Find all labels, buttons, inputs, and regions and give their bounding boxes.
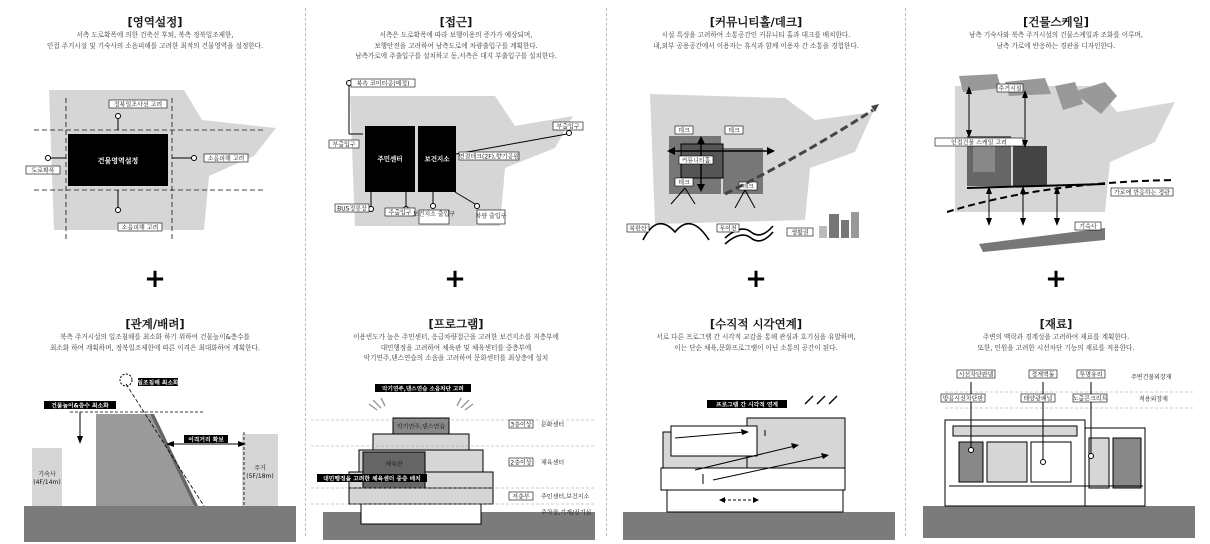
panel-relation [4, 0, 306, 544]
dorm-label: 기숙사 [38, 471, 56, 478]
south-noise-label: 소음피해 고려 [121, 224, 159, 232]
material-label-1: 시선차단판넬 [958, 371, 994, 379]
community-center-label: 주민센터 [377, 155, 403, 163]
panel-title: [건물스케일] [1022, 15, 1090, 29]
panel-description: 서로 다른 프로그램 간 시각적 교감을 통해 관심과 호기심을 유발하며, 이는 단순 체육,문화프로그램이 아닌 소통의 공간이 된다. [656, 333, 856, 352]
vehicle-entrance-label: 차량 출입구 [475, 213, 507, 220]
sports-center-label: 체육센터 [541, 459, 565, 467]
top-floor-label: 악기연주,댄스연습 [396, 423, 446, 431]
panel-title: [재료] [1039, 317, 1073, 331]
east-entrance-label: 부출입구 [556, 123, 580, 131]
gym-label: 체육관 [385, 461, 403, 468]
material-label-3: 투명유리 [1079, 371, 1103, 379]
north-sunlight-label: 정북일조사선 고려 [113, 101, 163, 109]
panel-program [305, 0, 607, 544]
panel-title: [접근] [439, 15, 473, 29]
stream-label: 우이천 [719, 225, 737, 233]
panel-description: 주변의 맥락과 경계성을 고려하여 재료를 계획한다. 또한, 민원을 고려한 시선차단 기능의 재료를 적용한다. [977, 333, 1135, 352]
living-zone-label: 생활권 [791, 229, 809, 237]
west-entrance-label: 부출입구 [332, 141, 356, 149]
program-diagram [305, 380, 607, 540]
floor-3-label: 3층이상 [510, 421, 532, 429]
panel-description: 남측 기숙사와 북측 주거시설의 건물스케일과 조화를 이루며, 남측 가로에 반응하는 경관을 디자인한다. [969, 31, 1143, 50]
road-widening-label: 도로확폭 [31, 167, 55, 175]
deck-label-4: 데크 [742, 183, 754, 191]
panel-description: 서측은 도로확폭에 따라 보행이용의 증가가 예상되며, 보행안전을 고려하여 남측도로에 차량출입구를 계획한다. 남측가로에 주출입구를 설치하고 동,서측은 대지 부출입구를 설치한다. [355, 31, 557, 60]
parking-label: 주차장,기계/전기실 [541, 509, 592, 517]
noise-block-label: 악기연주,댄스연습 소음차단 고려 [382, 386, 464, 393]
applied-material-label: 적용외장재 [1139, 396, 1168, 403]
building-area-label: 건물영역설정 [97, 157, 139, 165]
deck-label: 연결데크(2F),향기공원 [458, 153, 520, 161]
house-size-label: (5F/18m) [246, 473, 274, 480]
material-label-5: 태양광패널 [1023, 395, 1053, 403]
panel-description: 북측 주거시설의 일조침해를 최소화 하기 위하여 건물높이&층수를 최소화 하여 계획하며, 정북일조제한에 따른 이격은 최대화하여 계획한다. [50, 333, 260, 352]
panel-description: 시설 특성을 고려하여 소통공간인 커뮤니티 홀과 데크를 배치한다. 내,외부 공용공간에서 이용자는 휴식과 함께 이용자 간 소통을 경험한다. [653, 31, 859, 50]
street-view-label: 가로에 반응하는 경관 [1114, 189, 1170, 197]
low-floor-label: 저층부 [512, 493, 530, 501]
culture-center-label: 문화센터 [541, 421, 565, 429]
material-label-2: 경계벽돌 [1031, 371, 1055, 379]
dorm-size-label: (4F/14m) [33, 479, 61, 486]
health-center-label: 보건지소 [424, 155, 450, 163]
east-noise-label: 소음피해 고려 [207, 155, 245, 163]
material-label-4: 방음시선차단판 [942, 395, 984, 403]
deck-label-1: 데크 [678, 127, 690, 135]
plus-symbol: + [1045, 264, 1067, 294]
main-entrance-label: 주출입구 [388, 209, 412, 217]
relation-diagram [4, 372, 306, 542]
material-label-6: 노출콘크리트 [1072, 395, 1108, 403]
plus-symbol: + [144, 264, 166, 294]
panel-title: [수직적 시각연계] [709, 317, 803, 331]
mountain-label: 북한산 [629, 225, 647, 233]
sunlight-label: 일조침해 최소화 [137, 380, 179, 387]
plus-symbol: + [745, 264, 767, 294]
housing-label: 주거시설 [998, 85, 1022, 93]
visual-link-label: 프로그램 간 시각적 연계 [715, 402, 779, 409]
panel-title: [영역설정] [127, 15, 183, 29]
panel-title: [프로그램] [428, 317, 484, 331]
mid-floor-note: 대민행정을 고려한 체육센터 중층 배치 [323, 476, 421, 483]
context-material-label: 주변건물외장재 [1131, 374, 1172, 381]
north-plaza-label: 북측 코미티공(예정) [356, 80, 410, 88]
low-program-label: 주민센터,보건지소 [541, 493, 590, 501]
community-hall-label: 커뮤니티홀 [681, 157, 711, 165]
health-entrance-label: 보건지소 출입구 [412, 211, 456, 218]
panel-description: 이용빈도가 높은 주민센터, 응급차량접근을 고려한 보건지소를 저층부에 대민행정을 고려하여 체육관 및 체육센터를 중층부에 악기연주,댄스연습의 소음을 고려하여 문화센터를 최상층에 설치 [353, 333, 559, 362]
deck-label-2: 데크 [728, 127, 740, 135]
panel-material [905, 0, 1207, 544]
bus-stop-label: BUS정류장 [337, 205, 367, 213]
panel-title: [커뮤니티홀/데크] [709, 15, 803, 29]
dormitory-label: 기숙사 [1079, 223, 1097, 231]
floor-2-label: 2층이상 [510, 459, 532, 467]
panel-title: [관계/배려] [125, 317, 185, 331]
deck-label-3: 데크 [678, 179, 690, 187]
house-label: 주거 [254, 465, 266, 472]
height-minimize-label: 건물높이&층수 최소화 [51, 403, 109, 410]
vertical-link-diagram [605, 380, 907, 540]
plus-symbol: + [444, 264, 466, 294]
panel-description: 서측 도로확폭에 의한 건축선 후퇴, 북측 정북일조제한, 인접 주거시설 및 기숙사의 소음피해를 고려한 최적의 건물영역을 설정한다. [46, 31, 264, 50]
material-diagram [905, 368, 1207, 538]
setback-label: 이격거리 확보 [188, 437, 224, 444]
adjacent-scale-label: 인접건물 스케일 고려 [951, 139, 1007, 147]
panel-vertical-link [605, 0, 907, 544]
